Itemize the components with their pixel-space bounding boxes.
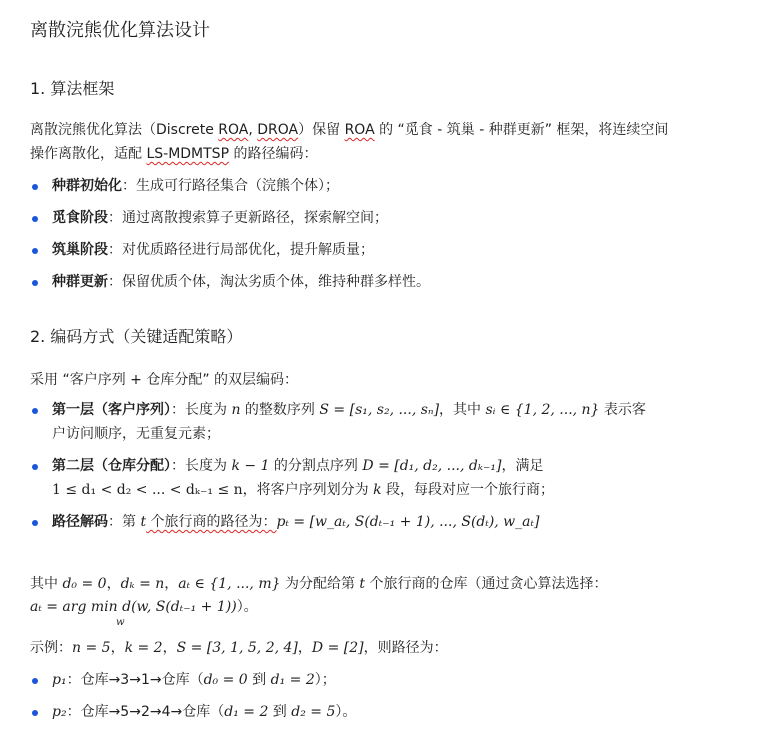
math-d0: d₀ = 0: [62, 576, 107, 592]
item-text: ，其中: [439, 402, 486, 418]
intro-text: ,: [248, 122, 258, 138]
list-item: [30, 668, 738, 692]
list-item: [30, 398, 738, 446]
bullet-icon: [32, 678, 38, 684]
path-text: ）。: [335, 704, 357, 720]
bullet-icon: [32, 280, 38, 286]
list-item: [30, 510, 738, 534]
item-text: 的分割点序列: [269, 458, 363, 474]
example-text: ，: [297, 640, 312, 656]
item-text: ：对优质路径进行局部优化，提升解质量；: [108, 242, 374, 258]
section-1-intro: [30, 118, 738, 166]
item-label: 第一层（客户序列）: [52, 402, 171, 418]
example-text: 示例：: [30, 640, 72, 656]
path-text: 到: [268, 704, 292, 720]
spellcheck-roa: ROA: [344, 122, 375, 138]
math-n-value: n = 5: [72, 640, 111, 656]
math-at-set: aₜ ∈ {1, ..., m}: [178, 576, 281, 592]
item-text: ：长度为: [171, 458, 232, 474]
math-sequence-s: S = [s₁, s₂, ..., sₙ]: [319, 402, 440, 418]
where-text: ）。: [236, 599, 258, 615]
section-1-intro-line-1: [30, 118, 738, 142]
item-label: 觅食阶段: [52, 210, 108, 226]
item-label: 路径解码: [52, 514, 108, 530]
where-text: ，: [106, 576, 121, 592]
section-2-intro: 采用 “客户序列 + 仓库分配” 的双层编码：: [30, 372, 299, 388]
example-text: ，: [162, 640, 177, 656]
framework-list: [30, 174, 738, 294]
math-k: k: [373, 482, 382, 498]
item-text: 的整数序列: [240, 402, 320, 418]
item-text: ：通过离散搜索算子更新路径，探索解空间；: [108, 210, 388, 226]
example-text: ，则路径为：: [363, 640, 448, 656]
section-2-heading: 2. 编码方式（关键适配策略）: [30, 327, 243, 346]
math-constraint: 1 ≤ d₁ < d₂ < ... < dₖ₋₁ ≤ n: [52, 482, 243, 498]
math-argmin-subscript: w: [116, 617, 125, 628]
spellcheck-droa: DROA: [257, 122, 299, 138]
math-d-from: d₁ = 2: [224, 704, 269, 720]
bullet-icon: [32, 710, 38, 716]
intro-text: ）保留: [298, 122, 345, 138]
math-d-to: d₁ = 2: [270, 672, 315, 688]
where-text: 为分配给第: [280, 576, 360, 592]
section-1-heading: 1. 算法框架: [30, 79, 115, 98]
item-text: 表示客: [599, 402, 646, 418]
bullet-icon: [32, 520, 38, 526]
spellcheck-roa: ROA: [218, 122, 249, 138]
math-k-minus-1: k − 1: [231, 458, 270, 474]
math-dk: dₖ = n: [120, 576, 165, 592]
example-text: ，: [110, 640, 125, 656]
list-item: [30, 270, 738, 294]
math-t: t: [140, 514, 147, 530]
item-label: 第二层（仓库分配）: [52, 458, 171, 474]
item-label: 种群更新: [52, 274, 108, 290]
document-title: 离散浣熊优化算法设计: [30, 20, 210, 41]
bullet-icon: [32, 248, 38, 254]
math-condition: sᵢ ∈ {1, 2, ..., n}: [485, 402, 600, 418]
item-text: 个旅行商的路径为：: [146, 514, 277, 530]
bullet-icon: [32, 216, 38, 222]
list-item: [30, 174, 738, 198]
list-item: [30, 700, 738, 724]
math-d-from: d₀ = 0: [203, 672, 248, 688]
where-formula-line: [30, 596, 738, 628]
item-text: ，满足: [501, 458, 544, 474]
intro-text: 离散浣熊优化算法（Discrete: [30, 122, 219, 138]
example-paragraph: [30, 636, 738, 660]
math-path-formula: pₜ = [w_aₜ, S(dₜ₋₁ + 1), ..., S(dₜ), w_aₜ]: [276, 514, 540, 530]
section-1-intro-line-2: [30, 142, 738, 166]
list-item: [30, 206, 738, 230]
where-text: 个旅行商的仓库（通过贪心算法选择：: [365, 576, 608, 592]
intro-text: 的 “觅食 - 筑巢 - 种群更新” 框架，将连续空间: [374, 122, 669, 138]
path-name: p₁: [52, 672, 67, 688]
intro-text: 的路径编码：: [229, 146, 318, 162]
path-name: p₂: [52, 704, 67, 720]
example-paths-list: [30, 668, 738, 724]
bullet-icon: [32, 184, 38, 190]
math-sequence-d: D = [d₁, d₂, ..., dₖ₋₁]: [362, 458, 502, 474]
where-paragraph: [30, 572, 738, 628]
bullet-icon: [32, 408, 38, 414]
bullet-icon: [32, 464, 38, 470]
where-text: ，: [164, 576, 179, 592]
spellcheck-lsmdmtsp: LS-MDMTSP: [146, 146, 230, 162]
item-text: ：第: [108, 514, 141, 530]
math-d-to: d₂ = 5: [291, 704, 336, 720]
intro-text: 操作离散化，适配: [30, 146, 147, 162]
item-text: 户访问顺序，无重复元素；: [52, 426, 220, 442]
item-text: 段，每段对应一个旅行商；: [381, 482, 555, 498]
path-route: ：仓库→5→2→4→仓库（: [66, 704, 225, 720]
list-item: [30, 238, 738, 262]
path-text: 到: [247, 672, 271, 688]
encoding-list: [30, 398, 738, 534]
math-k-value: k = 2: [124, 640, 163, 656]
item-text: ，将客户序列划分为: [242, 482, 374, 498]
math-d-value: D = [2]: [311, 640, 364, 656]
path-text: ）；: [314, 672, 336, 688]
item-text: ：保留优质个体，淘汰劣质个体，维持种群多样性。: [108, 274, 430, 290]
where-text: 其中: [30, 576, 63, 592]
math-t: t: [359, 576, 366, 592]
math-argmin-formula: aₜ = arg min d(w, S(dₜ₋₁ + 1)): [30, 599, 237, 615]
path-route: ：仓库→3→1→仓库（: [66, 672, 204, 688]
item-label: 筑巢阶段: [52, 242, 108, 258]
math-s-value: S = [3, 1, 5, 2, 4]: [176, 640, 298, 656]
math-n: n: [231, 402, 241, 418]
item-text: ：生成可行路径集合（浣熊个体）；: [122, 178, 339, 194]
list-item: [30, 454, 738, 502]
item-label: 种群初始化: [52, 178, 122, 194]
item-text: ：长度为: [171, 402, 232, 418]
